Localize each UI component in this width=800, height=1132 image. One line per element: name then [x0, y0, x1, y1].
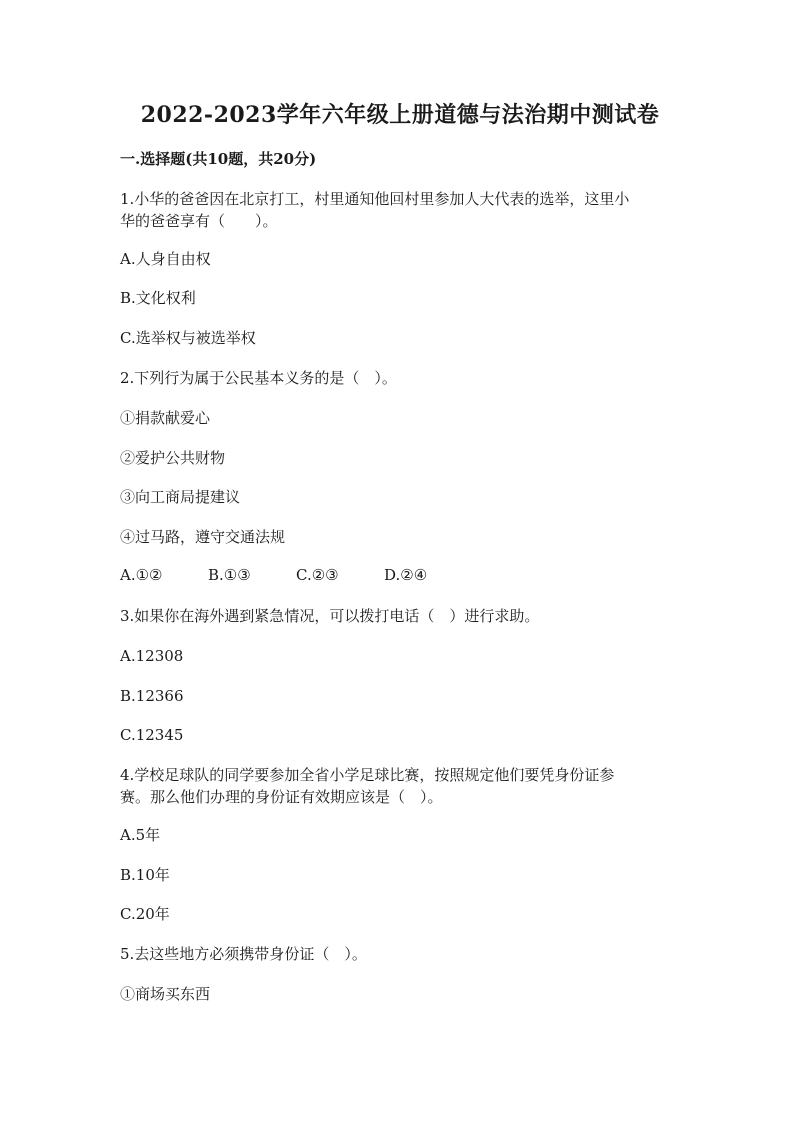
q4-stem-line1: 4.学校足球队的同学要参加全省小学足球比赛，按照规定他们要凭身份证参 — [120, 766, 615, 784]
q5-item-1: ①商场买东西 — [120, 985, 211, 1003]
exam-title: 2022-2023学年六年级上册道德与法治期中测试卷 — [140, 102, 660, 128]
q1-option-c: C.选举权与被选举权 — [120, 329, 256, 347]
q2-option-d: D.②④ — [384, 566, 428, 584]
q2-options-row — [120, 566, 427, 584]
q3-option-c: C.12345 — [120, 726, 184, 744]
q2-item-4: ④过马路，遵守交通法规 — [120, 528, 286, 546]
q4-option-b: B.10年 — [120, 866, 170, 884]
q2-option-a: A.①② — [120, 566, 163, 584]
q2-item-3: ③向工商局提建议 — [120, 488, 241, 506]
q1-stem-line1: 1.小华的爸爸因在北京打工，村里通知他回村里参加人大代表的选举，这里小 — [120, 190, 630, 208]
q5-stem: 5.去这些地方必须携带身份证（ ）。 — [120, 945, 367, 963]
q1-option-b: B.文化权利 — [120, 289, 196, 307]
q2-option-c: C.②③ — [296, 566, 339, 584]
q4-stem-line2: 赛。那么他们办理的身份证有效期应该是（ ）。 — [120, 788, 443, 806]
section-heading: 一.选择题(共10题，共20分) — [120, 150, 317, 168]
q2-option-b: B.①③ — [208, 566, 251, 584]
q4-option-c: C.20年 — [120, 905, 170, 923]
q2-stem: 2.下列行为属于公民基本义务的是（ ）。 — [120, 369, 397, 387]
q1-stem-line2: 华的爸爸享有（ ）。 — [120, 212, 278, 230]
q4-option-a: A.5年 — [120, 826, 161, 844]
q3-option-a: A.12308 — [120, 647, 184, 665]
q2-item-2: ②爱护公共财物 — [120, 449, 226, 467]
q1-option-a: A.人身自由权 — [120, 250, 211, 268]
q3-stem: 3.如果你在海外遇到紧急情况，可以拨打电话（ ）进行求助。 — [120, 607, 540, 625]
q3-option-b: B.12366 — [120, 687, 184, 705]
q2-item-1: ①捐款献爱心 — [120, 409, 211, 427]
